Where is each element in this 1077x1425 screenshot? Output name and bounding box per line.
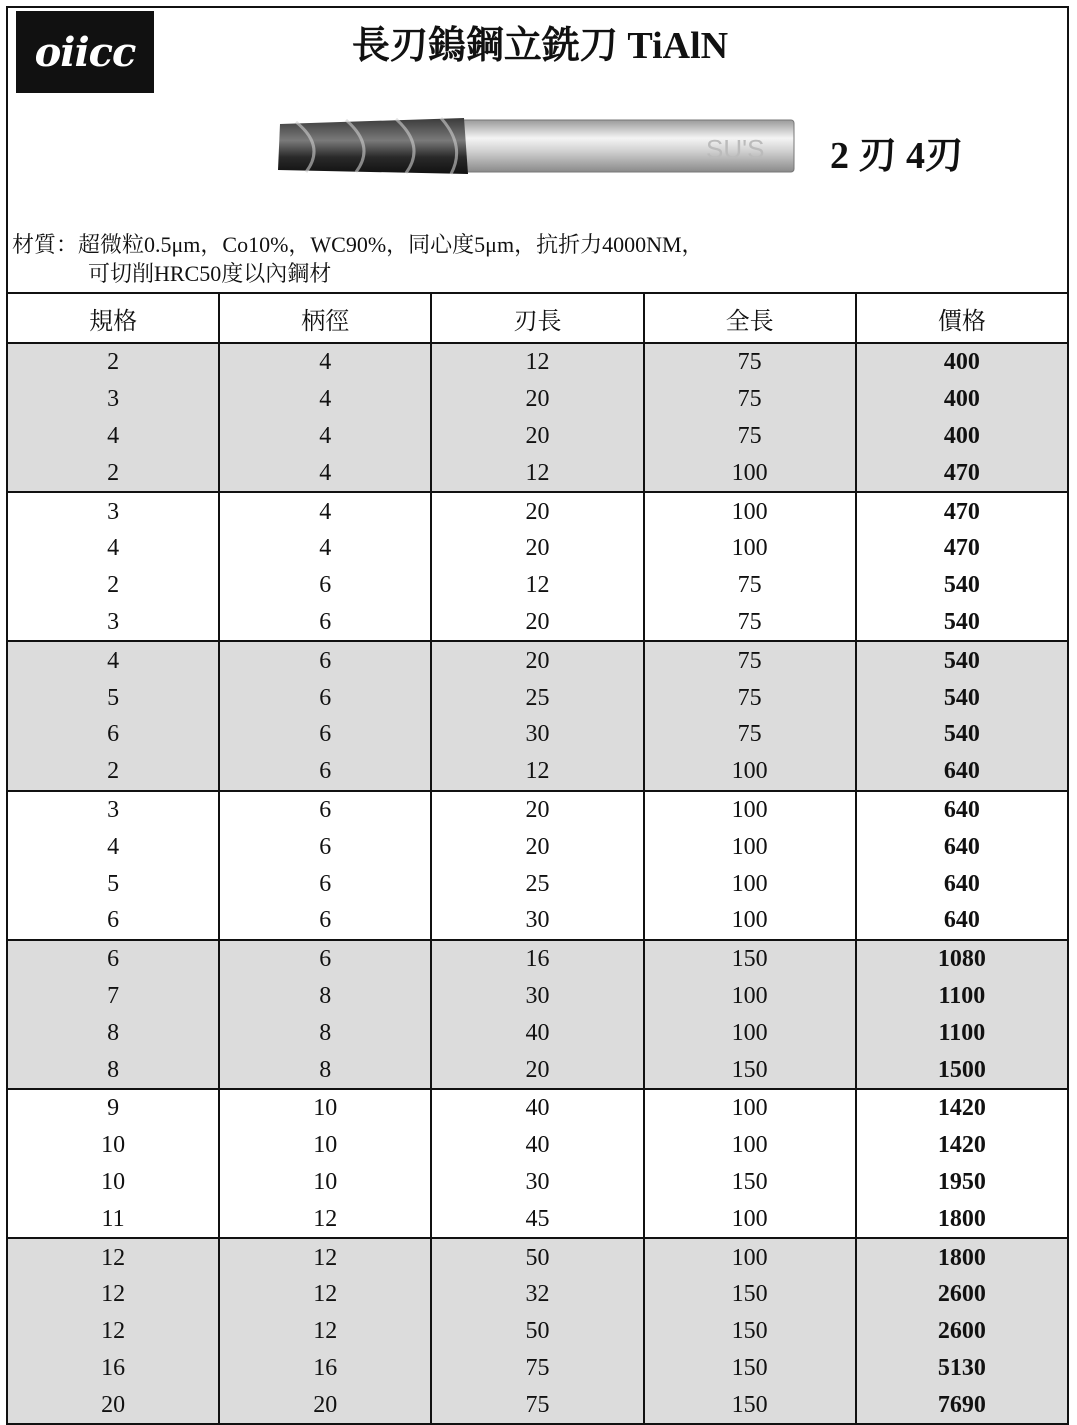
cell-price: 400 — [856, 343, 1068, 381]
cell-shank-diameter: 10 — [219, 1089, 431, 1127]
cell-overall-length: 100 — [644, 865, 856, 902]
cell-spec: 2 — [7, 753, 219, 791]
cell-price: 640 — [856, 828, 1068, 865]
table-row — [7, 716, 1068, 753]
cell-overall-length: 100 — [644, 1127, 856, 1164]
cell-overall-length: 75 — [644, 604, 856, 642]
cell-flute-length: 30 — [431, 716, 643, 753]
cell-spec: 12 — [7, 1238, 219, 1276]
cell-spec: 8 — [7, 1051, 219, 1089]
cell-spec: 3 — [7, 604, 219, 642]
cell-flute-length: 32 — [431, 1276, 643, 1313]
cell-flute-length: 75 — [431, 1386, 643, 1424]
cell-shank-diameter: 6 — [219, 940, 431, 978]
table-row — [7, 343, 1068, 381]
cell-spec: 2 — [7, 343, 219, 381]
table-body — [7, 343, 1068, 1424]
cell-flute-length: 20 — [431, 418, 643, 455]
cell-overall-length: 100 — [644, 828, 856, 865]
cell-spec: 12 — [7, 1276, 219, 1313]
table-header-row — [7, 293, 1068, 343]
cell-price: 1950 — [856, 1164, 1068, 1201]
cell-shank-diameter: 6 — [219, 791, 431, 829]
cell-flute-length: 20 — [431, 1051, 643, 1089]
shank-engraving: SU'S — [706, 134, 765, 164]
cell-flute-length: 75 — [431, 1350, 643, 1387]
cell-overall-length: 150 — [644, 1051, 856, 1089]
cell-spec: 5 — [7, 679, 219, 716]
cell-spec: 5 — [7, 865, 219, 902]
cell-spec: 6 — [7, 902, 219, 940]
spec-table — [6, 292, 1069, 1425]
cell-flute-length: 12 — [431, 567, 643, 604]
cell-overall-length: 100 — [644, 753, 856, 791]
cell-price: 2600 — [856, 1313, 1068, 1350]
header-flute-length: 刃長 — [431, 293, 643, 343]
cell-price: 1100 — [856, 1014, 1068, 1051]
cell-shank-diameter: 20 — [219, 1386, 431, 1424]
cell-shank-diameter: 12 — [219, 1200, 431, 1238]
cell-shank-diameter: 6 — [219, 641, 431, 679]
cell-overall-length: 100 — [644, 1238, 856, 1276]
table-row — [7, 1200, 1068, 1238]
cell-shank-diameter: 6 — [219, 865, 431, 902]
table-row — [7, 1350, 1068, 1387]
cell-spec: 4 — [7, 641, 219, 679]
cell-price: 1800 — [856, 1238, 1068, 1276]
table-row — [7, 753, 1068, 791]
material-line-1: 材質：超微粒0.5μm，Co10%，WC90%，同心度5μm，抗折力4000NM， — [12, 232, 704, 257]
flute-count-label: 2 刃 4刃 — [830, 135, 964, 177]
cell-flute-length: 30 — [431, 1164, 643, 1201]
cell-shank-diameter: 6 — [219, 902, 431, 940]
table-row — [7, 1386, 1068, 1424]
cell-shank-diameter: 4 — [219, 454, 431, 492]
cell-spec: 6 — [7, 940, 219, 978]
cell-flute-length: 40 — [431, 1127, 643, 1164]
cell-overall-length: 100 — [644, 791, 856, 829]
cell-shank-diameter: 8 — [219, 978, 431, 1015]
table-row — [7, 604, 1068, 642]
cell-overall-length: 100 — [644, 978, 856, 1015]
table-row — [7, 1089, 1068, 1127]
cell-shank-diameter: 8 — [219, 1051, 431, 1089]
cell-shank-diameter: 6 — [219, 716, 431, 753]
table-row — [7, 902, 1068, 940]
cell-overall-length: 75 — [644, 567, 856, 604]
header-shank-diameter: 柄徑 — [219, 293, 431, 343]
cell-price: 400 — [856, 418, 1068, 455]
cell-shank-diameter: 12 — [219, 1276, 431, 1313]
cell-price: 1420 — [856, 1127, 1068, 1164]
cell-overall-length: 100 — [644, 492, 856, 530]
cell-flute-length: 20 — [431, 604, 643, 642]
cell-flute-length: 50 — [431, 1313, 643, 1350]
cell-flute-length: 20 — [431, 381, 643, 418]
cell-overall-length: 75 — [644, 418, 856, 455]
cell-price: 7690 — [856, 1386, 1068, 1424]
cell-spec: 4 — [7, 530, 219, 567]
cell-spec: 9 — [7, 1089, 219, 1127]
cell-shank-diameter: 6 — [219, 679, 431, 716]
cell-price: 640 — [856, 753, 1068, 791]
page-title: 長刃鎢鋼立銑刀 TiAlN — [351, 25, 729, 67]
cell-price: 1080 — [856, 940, 1068, 978]
table-row — [7, 1051, 1068, 1089]
table-row — [7, 828, 1068, 865]
table-row — [7, 679, 1068, 716]
cell-overall-length: 100 — [644, 1014, 856, 1051]
cell-spec: 16 — [7, 1350, 219, 1387]
cell-flute-length: 20 — [431, 791, 643, 829]
cell-overall-length: 100 — [644, 1089, 856, 1127]
cell-price: 540 — [856, 567, 1068, 604]
cell-flute-length: 25 — [431, 679, 643, 716]
cell-shank-diameter: 10 — [219, 1164, 431, 1201]
cell-price: 1100 — [856, 978, 1068, 1015]
table-row — [7, 940, 1068, 978]
table-row — [7, 567, 1068, 604]
cell-flute-length: 50 — [431, 1238, 643, 1276]
cell-price: 5130 — [856, 1350, 1068, 1387]
cell-spec: 3 — [7, 381, 219, 418]
cell-shank-diameter: 4 — [219, 343, 431, 381]
cell-flute-length: 45 — [431, 1200, 643, 1238]
cell-flute-length: 40 — [431, 1089, 643, 1127]
brand-logo — [16, 11, 154, 93]
cell-price: 540 — [856, 604, 1068, 642]
cell-spec: 2 — [7, 567, 219, 604]
cell-overall-length: 75 — [644, 381, 856, 418]
cell-overall-length: 100 — [644, 902, 856, 940]
cell-overall-length: 75 — [644, 679, 856, 716]
cell-price: 1800 — [856, 1200, 1068, 1238]
cell-overall-length: 75 — [644, 641, 856, 679]
cell-shank-diameter: 6 — [219, 567, 431, 604]
cell-price: 540 — [856, 641, 1068, 679]
cell-price: 1500 — [856, 1051, 1068, 1089]
cell-flute-length: 12 — [431, 343, 643, 381]
cell-flute-length: 30 — [431, 978, 643, 1015]
cell-overall-length: 150 — [644, 940, 856, 978]
table-row — [7, 641, 1068, 679]
logo-text: oiicc — [34, 28, 136, 76]
cell-flute-length: 20 — [431, 828, 643, 865]
cell-price: 540 — [856, 679, 1068, 716]
cell-price: 470 — [856, 454, 1068, 492]
cell-spec: 3 — [7, 492, 219, 530]
cell-overall-length: 150 — [644, 1164, 856, 1201]
table-row — [7, 454, 1068, 492]
cell-shank-diameter: 4 — [219, 530, 431, 567]
cell-spec: 10 — [7, 1127, 219, 1164]
table-row — [7, 1164, 1068, 1201]
cell-flute-length: 25 — [431, 865, 643, 902]
cell-price: 470 — [856, 530, 1068, 567]
cell-overall-length: 150 — [644, 1386, 856, 1424]
cell-shank-diameter: 4 — [219, 418, 431, 455]
table-row — [7, 492, 1068, 530]
cell-spec: 10 — [7, 1164, 219, 1201]
cell-shank-diameter: 8 — [219, 1014, 431, 1051]
cell-spec: 4 — [7, 418, 219, 455]
cell-overall-length: 100 — [644, 1200, 856, 1238]
cell-shank-diameter: 6 — [219, 828, 431, 865]
table-row — [7, 978, 1068, 1015]
cell-price: 470 — [856, 492, 1068, 530]
cell-overall-length: 100 — [644, 530, 856, 567]
cell-overall-length: 150 — [644, 1313, 856, 1350]
table-row — [7, 791, 1068, 829]
cell-overall-length: 75 — [644, 343, 856, 381]
material-spec — [12, 230, 704, 288]
table-row — [7, 1014, 1068, 1051]
cell-spec: 2 — [7, 454, 219, 492]
table-row — [7, 1127, 1068, 1164]
header-spec: 規格 — [7, 293, 219, 343]
cell-price: 400 — [856, 381, 1068, 418]
cell-flute-length: 20 — [431, 492, 643, 530]
cell-shank-diameter: 4 — [219, 381, 431, 418]
cell-shank-diameter: 16 — [219, 1350, 431, 1387]
table-row — [7, 418, 1068, 455]
cell-flute-length: 40 — [431, 1014, 643, 1051]
cell-shank-diameter: 12 — [219, 1313, 431, 1350]
cell-shank-diameter: 6 — [219, 753, 431, 791]
cell-spec: 3 — [7, 791, 219, 829]
header-price: 價格 — [856, 293, 1068, 343]
cell-price: 1420 — [856, 1089, 1068, 1127]
cell-overall-length: 150 — [644, 1276, 856, 1313]
cell-overall-length: 150 — [644, 1350, 856, 1387]
cell-price: 640 — [856, 791, 1068, 829]
cell-price: 640 — [856, 902, 1068, 940]
cell-shank-diameter: 10 — [219, 1127, 431, 1164]
table-row — [7, 1276, 1068, 1313]
material-line-2: 可切削HRC50度以內鋼材 — [88, 261, 332, 286]
cell-flute-length: 30 — [431, 902, 643, 940]
cell-flute-length: 20 — [431, 641, 643, 679]
cell-flute-length: 20 — [431, 530, 643, 567]
cell-spec: 4 — [7, 828, 219, 865]
cell-spec: 11 — [7, 1200, 219, 1238]
cell-overall-length: 75 — [644, 716, 856, 753]
cell-flute-length: 12 — [431, 753, 643, 791]
table-row — [7, 381, 1068, 418]
header-overall-length: 全長 — [644, 293, 856, 343]
cell-price: 640 — [856, 865, 1068, 902]
table-row — [7, 865, 1068, 902]
cell-shank-diameter: 12 — [219, 1238, 431, 1276]
cell-shank-diameter: 6 — [219, 604, 431, 642]
cell-price: 540 — [856, 716, 1068, 753]
end-mill-image — [276, 114, 800, 178]
cell-spec: 6 — [7, 716, 219, 753]
cell-price: 2600 — [856, 1276, 1068, 1313]
cell-spec: 8 — [7, 1014, 219, 1051]
cell-flute-length: 12 — [431, 454, 643, 492]
table-row — [7, 530, 1068, 567]
cell-spec: 20 — [7, 1386, 219, 1424]
cell-shank-diameter: 4 — [219, 492, 431, 530]
cell-spec: 7 — [7, 978, 219, 1015]
table-row — [7, 1238, 1068, 1276]
cell-overall-length: 100 — [644, 454, 856, 492]
table-row — [7, 1313, 1068, 1350]
cell-spec: 12 — [7, 1313, 219, 1350]
cell-flute-length: 16 — [431, 940, 643, 978]
